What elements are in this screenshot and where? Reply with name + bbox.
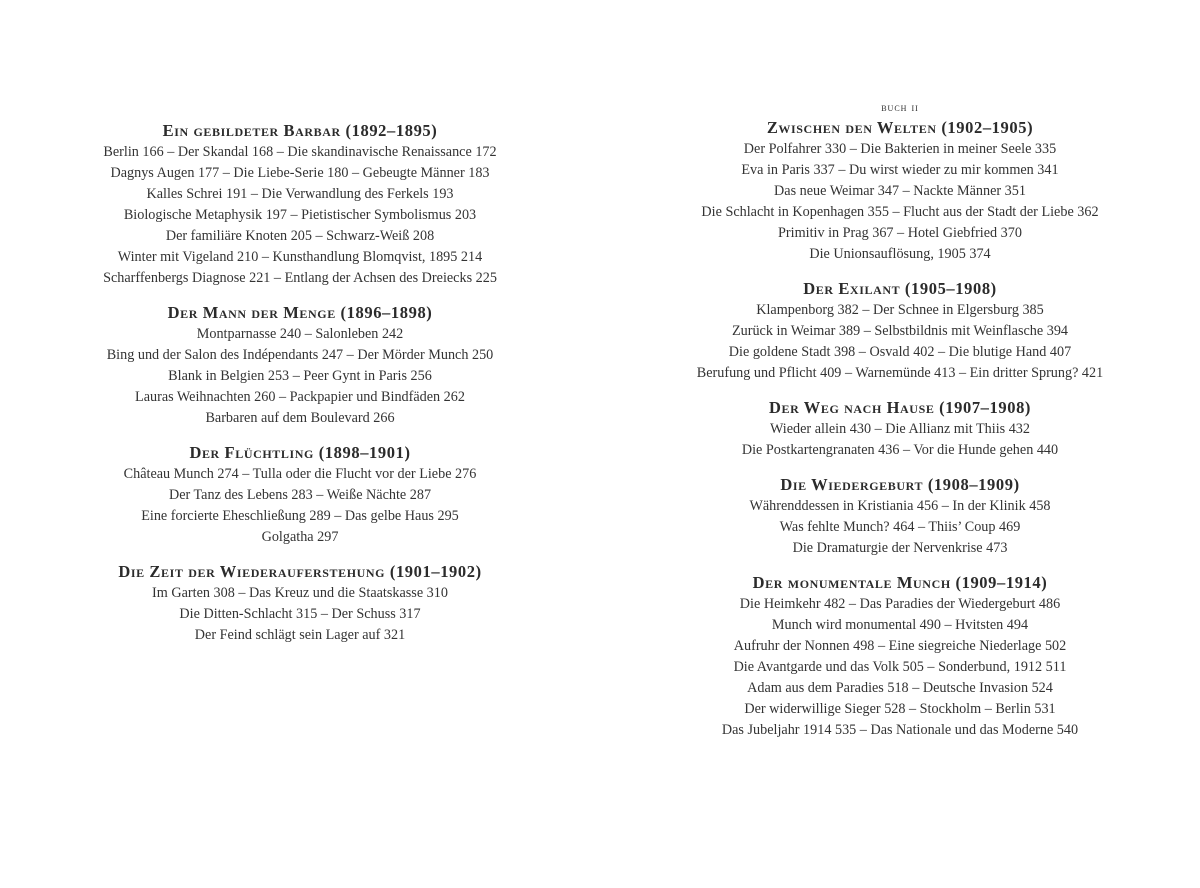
toc-entry: Dagnys Augen 177 – Die Liebe-Serie 180 – Gebeugte Männer 183 <box>110 165 490 181</box>
toc-entry: Montparnasse 240 – Salonleben 242 <box>196 326 404 342</box>
chapter-title: Der Weg nach Hause (1907–1908) <box>768 398 1032 417</box>
toc-entry: Lauras Weihnachten 260 – Packpapier und Bindfäden 262 <box>135 389 465 405</box>
toc-entry: Die Heimkehr 482 – Das Paradies der Wiedergeburt 486 <box>739 596 1061 612</box>
toc-entry: Die Dramaturgie der Nervenkrise 473 <box>792 540 1008 556</box>
toc-entry: Die Unionsauflösung, 1905 374 <box>809 246 991 262</box>
toc-entry: Der Polfahrer 330 – Die Bakterien in meiner Seele 335 <box>743 141 1057 157</box>
toc-entry: Château Munch 274 – Tulla oder die Flucht vor der Liebe 276 <box>123 466 477 482</box>
toc-entry: Blank in Belgien 253 – Peer Gynt in Paris 256 <box>168 368 432 384</box>
toc-entry: Währenddessen in Kristiania 456 – In der Klinik 458 <box>749 498 1051 514</box>
toc-entry: Die Schlacht in Kopenhagen 355 – Flucht aus der Stadt der Liebe 362 <box>701 204 1099 220</box>
toc-entry: Das neue Weimar 347 – Nackte Männer 351 <box>774 183 1026 199</box>
toc-chapter <box>600 397 1200 461</box>
toc-chapter <box>600 572 1200 741</box>
book-label: buch ii <box>881 100 919 114</box>
chapter-title: Die Wiedergeburt (1908–1909) <box>780 475 1020 494</box>
toc-entry: Berufung und Pflicht 409 – Warnemünde 413 – Ein dritter Sprung? 421 <box>696 365 1104 381</box>
toc-chapter <box>0 442 600 548</box>
toc-chapter <box>600 278 1200 384</box>
toc-entry: Der Tanz des Lebens 283 – Weiße Nächte 287 <box>168 487 432 503</box>
toc-entry: Bing und der Salon des Indépendants 247 – Der Mörder Munch 250 <box>106 347 494 363</box>
toc-chapter <box>600 117 1200 265</box>
toc-entry: Die Postkartengranaten 436 – Vor die Hunde gehen 440 <box>741 442 1059 458</box>
toc-chapter <box>600 474 1200 559</box>
toc-entry: Scharffenbergs Diagnose 221 – Entlang der Achsen des Dreiecks 225 <box>103 270 497 286</box>
chapter-title: Zwischen den Welten (1902–1905) <box>766 118 1034 137</box>
toc-entry: Berlin 166 – Der Skandal 168 – Die skandinavische Renaissance 172 <box>103 144 497 160</box>
toc-entry: Zurück in Weimar 389 – Selbstbildnis mit Weinflasche 394 <box>731 323 1069 339</box>
chapter-title: Der Flüchtling (1898–1901) <box>189 443 411 462</box>
toc-entry: Golgatha 297 <box>261 529 339 545</box>
toc-chapter <box>0 120 600 289</box>
chapter-title: Der Exilant (1905–1908) <box>803 279 997 298</box>
toc-entry: Adam aus dem Paradies 518 – Deutsche Invasion 524 <box>747 680 1053 696</box>
toc-entry: Die Ditten-Schlacht 315 – Der Schuss 317 <box>179 606 421 622</box>
right-toc-column <box>600 97 1200 741</box>
toc-entry: Aufruhr der Nonnen 498 – Eine siegreiche Niederlage 502 <box>733 638 1067 654</box>
toc-entry: Der widerwillige Sieger 528 – Stockholm – Berlin 531 <box>744 701 1056 717</box>
chapter-title: Ein gebildeter Barbar (1892–1895) <box>162 121 438 140</box>
chapter-title: Der Mann der Menge (1896–1898) <box>167 303 433 322</box>
toc-entry: Wieder allein 430 – Die Allianz mit Thiis 432 <box>769 421 1030 437</box>
toc-entry: Primitiv in Prag 367 – Hotel Giebfried 370 <box>778 225 1022 241</box>
toc-entry: Der Feind schlägt sein Lager auf 321 <box>194 627 406 643</box>
left-toc-column <box>0 120 600 646</box>
toc-entry: Die Avantgarde und das Volk 505 – Sonderbund, 1912 511 <box>733 659 1067 675</box>
chapter-title: Der monumentale Munch (1909–1914) <box>752 573 1048 592</box>
chapter-title: Die Zeit der Wiederauferstehung (1901–1902) <box>118 562 482 581</box>
toc-entry: Kalles Schrei 191 – Die Verwandlung des Ferkels 193 <box>146 186 454 202</box>
toc-entry: Klampenborg 382 – Der Schnee in Elgersburg 385 <box>756 302 1044 318</box>
toc-entry: Im Garten 308 – Das Kreuz und die Staatskasse 310 <box>152 585 448 601</box>
right-page <box>600 0 1200 888</box>
toc-entry: Barbaren auf dem Boulevard 266 <box>205 410 395 426</box>
toc-entry: Eva in Paris 337 – Du wirst wieder zu mir kommen 341 <box>741 162 1059 178</box>
toc-entry: Biologische Metaphysik 197 – Pietistischer Symbolismus 203 <box>123 207 477 223</box>
toc-entry: Der familiäre Knoten 205 – Schwarz-Weiß 208 <box>165 228 435 244</box>
toc-entry: Munch wird monumental 490 – Hvitsten 494 <box>771 617 1029 633</box>
toc-chapter <box>0 561 600 646</box>
toc-entry: Das Jubeljahr 1914 535 – Das Nationale und das Moderne 540 <box>721 722 1079 738</box>
toc-entry: Eine forcierte Eheschließung 289 – Das gelbe Haus 295 <box>141 508 459 524</box>
toc-entry: Winter mit Vigeland 210 – Kunsthandlung Blomqvist, 1895 214 <box>117 249 483 265</box>
toc-entry: Die goldene Stadt 398 – Osvald 402 – Die blutige Hand 407 <box>728 344 1072 360</box>
toc-entry: Was fehlte Munch? 464 – Thiis’ Coup 469 <box>779 519 1021 535</box>
toc-chapter <box>0 302 600 429</box>
